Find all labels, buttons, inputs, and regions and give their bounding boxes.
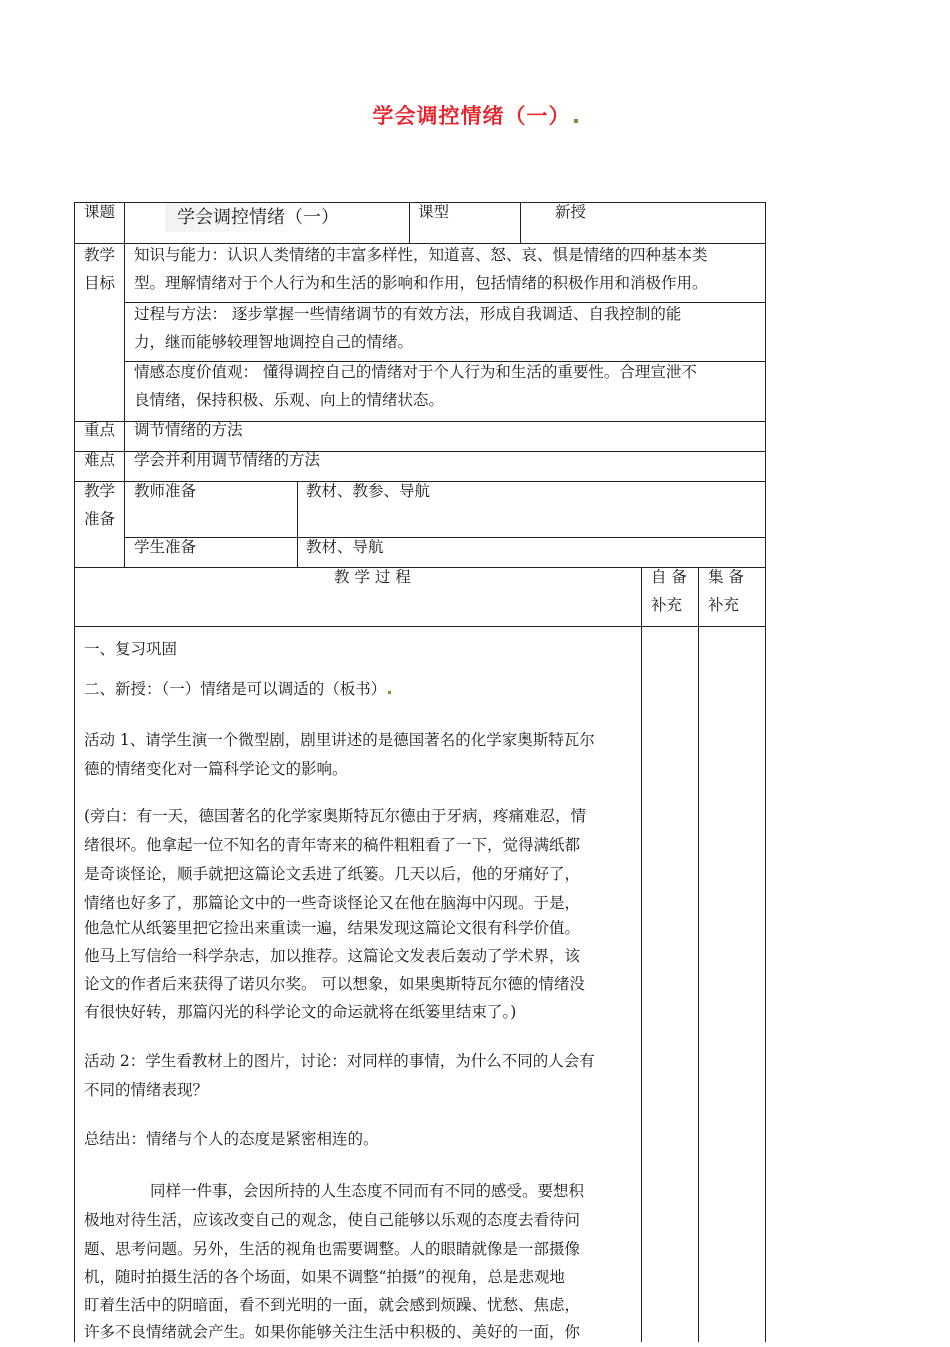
goals-label-1: 教学 <box>84 246 116 264</box>
aside-line: 他马上写信给一科学杂志，加以推荐。这篇论文发表后轰动了学术界，该 <box>84 947 581 965</box>
group-prep-header: 补充 <box>708 596 740 614</box>
activity2-line: 活动 2：学生看教材上的图片，讨论：对同样的事情，为什么不同的人会有 <box>84 1052 595 1070</box>
table-border <box>74 202 75 1342</box>
self-prep-header: 自 备 <box>651 568 687 586</box>
aside-line: 论文的作者后来获得了诺贝尔奖。 可以想象，如果奥斯特瓦尔德的情绪没 <box>84 975 585 993</box>
closing-line: 盯着生活中的阴暗面，看不到光明的一面，就会感到烦躁、忧愁、焦虑， <box>84 1296 581 1314</box>
type-value: 新授 <box>555 203 587 221</box>
goal-knowledge-line: 知识与能力：认识人类情绪的丰富多样性，知道喜、怒、哀、惧是情绪的四种基本类 <box>134 246 708 264</box>
goals-label-2: 目标 <box>84 274 116 292</box>
topic-banner: 学会调控情绪（一） <box>165 203 375 232</box>
table-border <box>297 481 298 568</box>
table-border <box>74 626 766 627</box>
activity1-line: 德的情绪变化对一篇科学论文的影响。 <box>84 760 348 778</box>
aside-line: 有很快好转，那篇闪光的科学论文的命运就将在纸篓里结束了。) <box>84 1003 517 1021</box>
table-border <box>765 202 766 1342</box>
table-border <box>409 202 410 244</box>
summary-line: 总结出：情绪与个人的态度是紧密相连的。 <box>84 1130 379 1148</box>
key-point-value: 调节情绪的方法 <box>134 421 243 439</box>
table-border <box>698 567 699 1342</box>
table-border <box>641 567 642 1342</box>
goal-process-line: 过程与方法： 逐步掌握一些情绪调节的有效方法，形成自我调适、自我控制的能 <box>134 305 682 323</box>
difficulty-label: 难点 <box>84 451 116 469</box>
goal-attitude-line: 情感态度价值观： 懂得调控自己的情绪对于个人行为和生活的重要性。合理宣泄不 <box>134 363 697 381</box>
goal-knowledge-line: 型。理解情绪对于个人行为和生活的影响和作用，包括情绪的积极作用和消极作用。 <box>134 274 708 292</box>
student-prep-value: 教材、导航 <box>306 538 384 556</box>
closing-line: 许多不良情绪就会产生。如果你能够关注生活中积极的、美好的一面，你 <box>84 1323 581 1341</box>
page-title: 学会调控情绪（一） <box>0 100 950 130</box>
table-border <box>124 537 766 538</box>
new-lesson-heading: 二、新授：（一）情绪是可以调适的（板书） <box>84 675 391 704</box>
activity1-line: 活动 1、请学生演一个微型剧，剧里讲述的是德国著名的化学家奥斯特瓦尔 <box>84 731 595 749</box>
review-heading: 一、复习巩固 <box>84 640 178 658</box>
closing-line: 同样一件事，会因所持的人生态度不同而有不同的感受。要想积 <box>150 1182 585 1200</box>
table-border <box>520 202 521 244</box>
topic-label: 课题 <box>84 203 116 221</box>
teacher-prep-value: 教材、教参、导航 <box>306 482 431 500</box>
goal-process-line: 力，继而能够较理智地调控自己的情绪。 <box>134 333 414 351</box>
aside-line: 是奇谈怪论，顺手就把这篇论文丢进了纸篓。几天以后，他的牙痛好了， <box>84 865 581 883</box>
type-label: 课型 <box>418 203 450 221</box>
aside-line: 绪很坏。他拿起一位不知名的青年寄来的稿件粗粗看了一下，觉得满纸都 <box>84 836 581 854</box>
closing-line: 极地对待生活，应该改变自己的观念，使自己能够以乐观的态度去看待问 <box>84 1211 581 1229</box>
key-point-label: 重点 <box>84 421 116 439</box>
aside-line: (旁白：有一天，德国著名的化学家奥斯特瓦尔德由于牙病，疼痛难忍，情 <box>84 807 587 825</box>
group-prep-header: 集 备 <box>708 568 744 586</box>
activity2-line: 不同的情绪表现？ <box>84 1081 209 1099</box>
goal-attitude-line: 良情绪，保持积极、乐观、向上的情绪状态。 <box>134 391 445 409</box>
table-border <box>124 202 125 568</box>
aside-line: 情绪也好多了，那篇论文中的一些奇谈怪论又在他在脑海中闪现。于是， <box>84 894 581 912</box>
prep-label-2: 准备 <box>84 510 116 528</box>
title-mark <box>574 119 578 123</box>
closing-line: 机，随时拍摄生活的各个场面，如果不调整“拍摄”的视角，总是悲观地 <box>84 1268 565 1286</box>
teacher-prep-label: 教师准备 <box>134 482 197 500</box>
self-prep-header: 补充 <box>651 596 683 614</box>
difficulty-value: 学会并利用调节情绪的方法 <box>134 451 321 469</box>
student-prep-label: 学生准备 <box>134 538 197 556</box>
prep-label-1: 教学 <box>84 482 116 500</box>
closing-line: 题、思考问题。另外，生活的视角也需要调整。人的眼睛就像是一部摄像 <box>84 1240 581 1258</box>
process-header: 教 学 过 程 <box>334 568 411 586</box>
aside-line: 他急忙从纸篓里把它捡出来重读一遍，结果发现这篇论文很有科学价值。 <box>84 919 581 937</box>
